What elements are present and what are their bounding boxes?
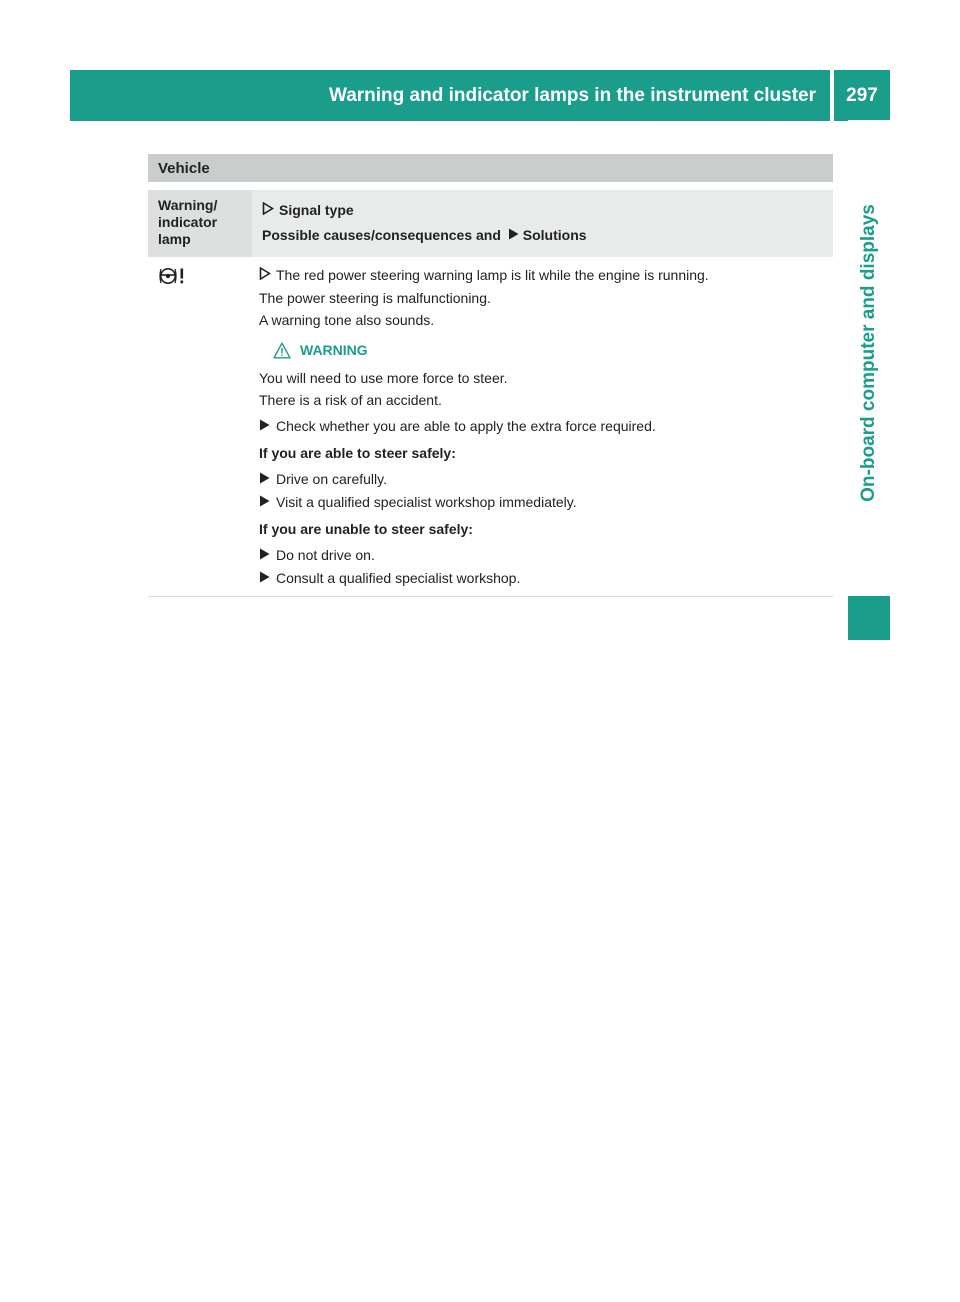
- solution-arrow-icon: [259, 492, 276, 514]
- cause-text: A warning tone also sounds.: [259, 312, 435, 328]
- unable-heading: If you are unable to steer safely:: [259, 521, 473, 537]
- solution-step: [259, 567, 829, 590]
- solution-arrow-icon: [259, 568, 276, 590]
- signal-text: The red power steering warning lamp is lit while the engine is running.: [276, 267, 709, 283]
- signal-line: [259, 264, 829, 287]
- signal-type-icon: [259, 265, 276, 287]
- solution-step-text: Consult a qualified specialist workshop.: [276, 570, 521, 586]
- column-header-lamp-line: Warning/: [158, 197, 218, 213]
- solution-arrow-icon: [259, 469, 276, 491]
- side-tab-label: On-board computer and displays: [858, 204, 879, 502]
- page-number-text: 297: [846, 84, 878, 106]
- section-title-text: Vehicle: [158, 159, 210, 177]
- warning-label: WARNING: [300, 342, 368, 358]
- signal-type-icon: [262, 199, 279, 223]
- solution-arrow-icon: [259, 545, 276, 567]
- side-tab-marker: [848, 596, 890, 640]
- page-number: [834, 70, 890, 121]
- column-header-causes: [262, 223, 833, 248]
- solution-step-text: Check whether you are able to apply the extra force required.: [276, 418, 656, 434]
- column-header-lamp: [148, 190, 252, 257]
- section-title: [148, 154, 833, 182]
- warning-text: You will need to use more force to steer.: [259, 370, 508, 386]
- header-title: Warning and indicator lamps in the instrument cluster: [328, 84, 816, 106]
- page-header: [70, 70, 830, 121]
- column-header-solutions-text: Solutions: [522, 227, 587, 243]
- solution-step: [259, 415, 829, 438]
- solution-arrow-icon: [259, 416, 276, 438]
- row-content: [259, 264, 829, 590]
- warning-triangle-icon: [273, 342, 291, 359]
- column-header-signal-text: Signal type: [279, 202, 354, 218]
- side-tab: [848, 120, 890, 586]
- warning-heading: [273, 339, 829, 361]
- solution-step-text: Do not drive on.: [276, 547, 375, 563]
- table-header: [148, 190, 833, 257]
- solution-step: [259, 468, 829, 491]
- cause-text: The power steering is malfunctioning.: [259, 290, 491, 306]
- solution-arrow-icon: [508, 224, 523, 248]
- column-header-lamp-line: indicator: [158, 214, 218, 230]
- column-header-details: [252, 190, 833, 257]
- column-header-signal: [262, 198, 833, 223]
- solution-step: [259, 491, 829, 514]
- warning-text: There is a risk of an accident.: [259, 392, 442, 408]
- solution-step: [259, 544, 829, 567]
- table-row: [148, 258, 833, 597]
- power-steering-warning-icon: [159, 267, 187, 285]
- able-heading: If you are able to steer safely:: [259, 445, 456, 461]
- column-header-causes-text: Possible causes/consequences and: [262, 227, 501, 243]
- column-header-lamp-line: lamp: [158, 231, 191, 247]
- solution-step-text: Visit a qualified specialist workshop immediately.: [276, 494, 577, 510]
- solution-step-text: Drive on carefully.: [276, 471, 388, 487]
